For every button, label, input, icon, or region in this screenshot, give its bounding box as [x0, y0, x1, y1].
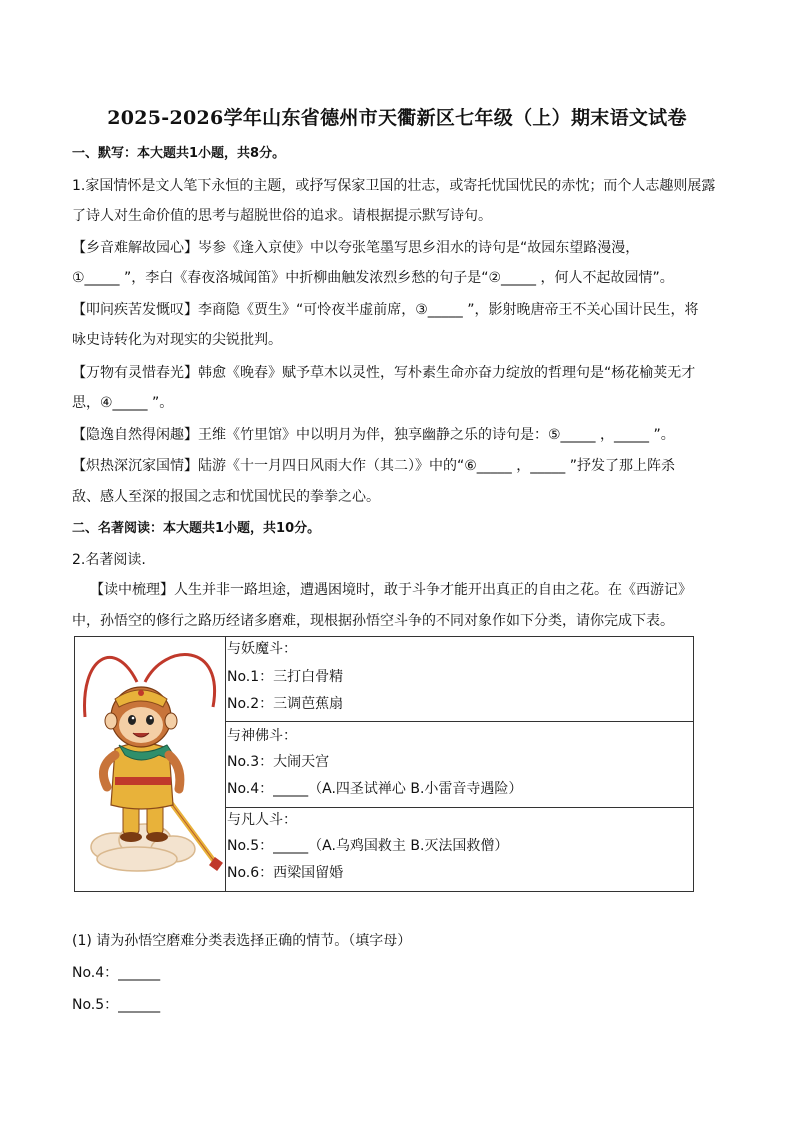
table-item: No.4：_____（A.四圣试禅心 B.小雷音寺遇险） — [227, 781, 523, 797]
q1-text-line: 思，④_____ ”。 — [72, 395, 174, 411]
table-cell-gods — [226, 722, 693, 806]
group-header: 与凡人斗： — [227, 812, 297, 828]
q1-text-line: 【乡音难解故园心】岑参《逢入京使》中以夸张笔墨写思乡泪水的诗句是“故园东望路漫漫， — [72, 240, 640, 256]
table-cell-mortals — [226, 808, 693, 892]
monkey-king-icon — [75, 637, 225, 891]
table-item: No.2：三调芭蕉扇 — [227, 696, 344, 712]
group-header: 与神佛斗： — [227, 728, 297, 744]
sun-wukong-illustration — [75, 637, 226, 891]
q1-text-line: 【叩问疾苦发慨叹】李商隐《贾生》“可怜夜半虚前席，③_____ ”，影射晚唐帝王不关心国计民生，将 — [72, 302, 699, 318]
q1-text-line: 了诗人对生命价值的思考与超脱世俗的追求。请根据提示默写诗句。 — [72, 208, 492, 224]
q1-text-line: 【隐逸自然得闲趣】王维《竹里馆》中以明月为伴，独享幽静之乐的诗句是：⑤_____ ，_____ ”。 — [72, 427, 675, 443]
q1-text-line: 【万物有灵惜春光】韩愈《晚春》赋予草木以灵性，写朴素生命亦奋力绽放的哲理句是“杨花榆荚无才 — [72, 365, 696, 381]
q1-text-line: 敌、感人至深的报国之志和忧国忧民的拳拳之心。 — [72, 489, 380, 505]
q1-text-line: 【炽热深沉家国情】陆游《十一月四日风雨大作（其二）》中的“⑥_____ ，_____ ”抒发了那上阵杀 — [72, 458, 675, 474]
answer-no5[interactable]: No.5：______ — [72, 997, 161, 1013]
table-item: No.3：大闹天宫 — [227, 754, 330, 770]
q1-text-line: 1.家国情怀是文人笔下永恒的主题，或抒写保家卫国的壮志，或寄托忧国忧民的赤忱；而个人志趣则展露 — [72, 178, 716, 194]
table-item: No.1：三打白骨精 — [227, 669, 344, 685]
group-header: 与妖魔斗： — [227, 641, 297, 657]
q2-intro-line: 中，孙悟空的修行之路历经诸多磨难，现根据孙悟空斗争的不同对象作如下分类，请你完成下表。 — [72, 613, 674, 629]
table-item: No.6：西梁国留婚 — [227, 865, 344, 881]
table-cell-demons — [226, 637, 693, 721]
q1-text-line: 咏史诗转化为对现实的尖锐批判。 — [72, 332, 282, 348]
section-2-header: 二、名著阅读：本大题共1小题，共10分。 — [72, 521, 321, 536]
q2-label: 2.名著阅读. — [72, 552, 146, 568]
hardship-table — [74, 636, 694, 892]
q1-text-line: ①_____ ”，李白《春夜洛城闻笛》中折柳曲触发浓烈乡愁的句子是“②_____ ，何人不起故园情”。 — [72, 270, 674, 286]
page-title: 2025-2026学年山东省德州市天衢新区七年级（上）期末语文试卷 — [107, 107, 687, 129]
section-1-header: 一、默写：本大题共1小题，共8分。 — [72, 146, 286, 161]
answer-no4[interactable]: No.4：______ — [72, 965, 161, 981]
table-item: No.5：_____（A.乌鸡国救主 B.灭法国救僧） — [227, 838, 509, 854]
q2-sub-question-1: (1) 请为孙悟空磨难分类表选择正确的情节。（填字母） — [72, 933, 412, 949]
q2-intro-line: 【读中梳理】人生并非一路坦途，遭遇困境时，敢于斗争才能开出真正的自由之花。在《西游记》 — [90, 582, 692, 598]
